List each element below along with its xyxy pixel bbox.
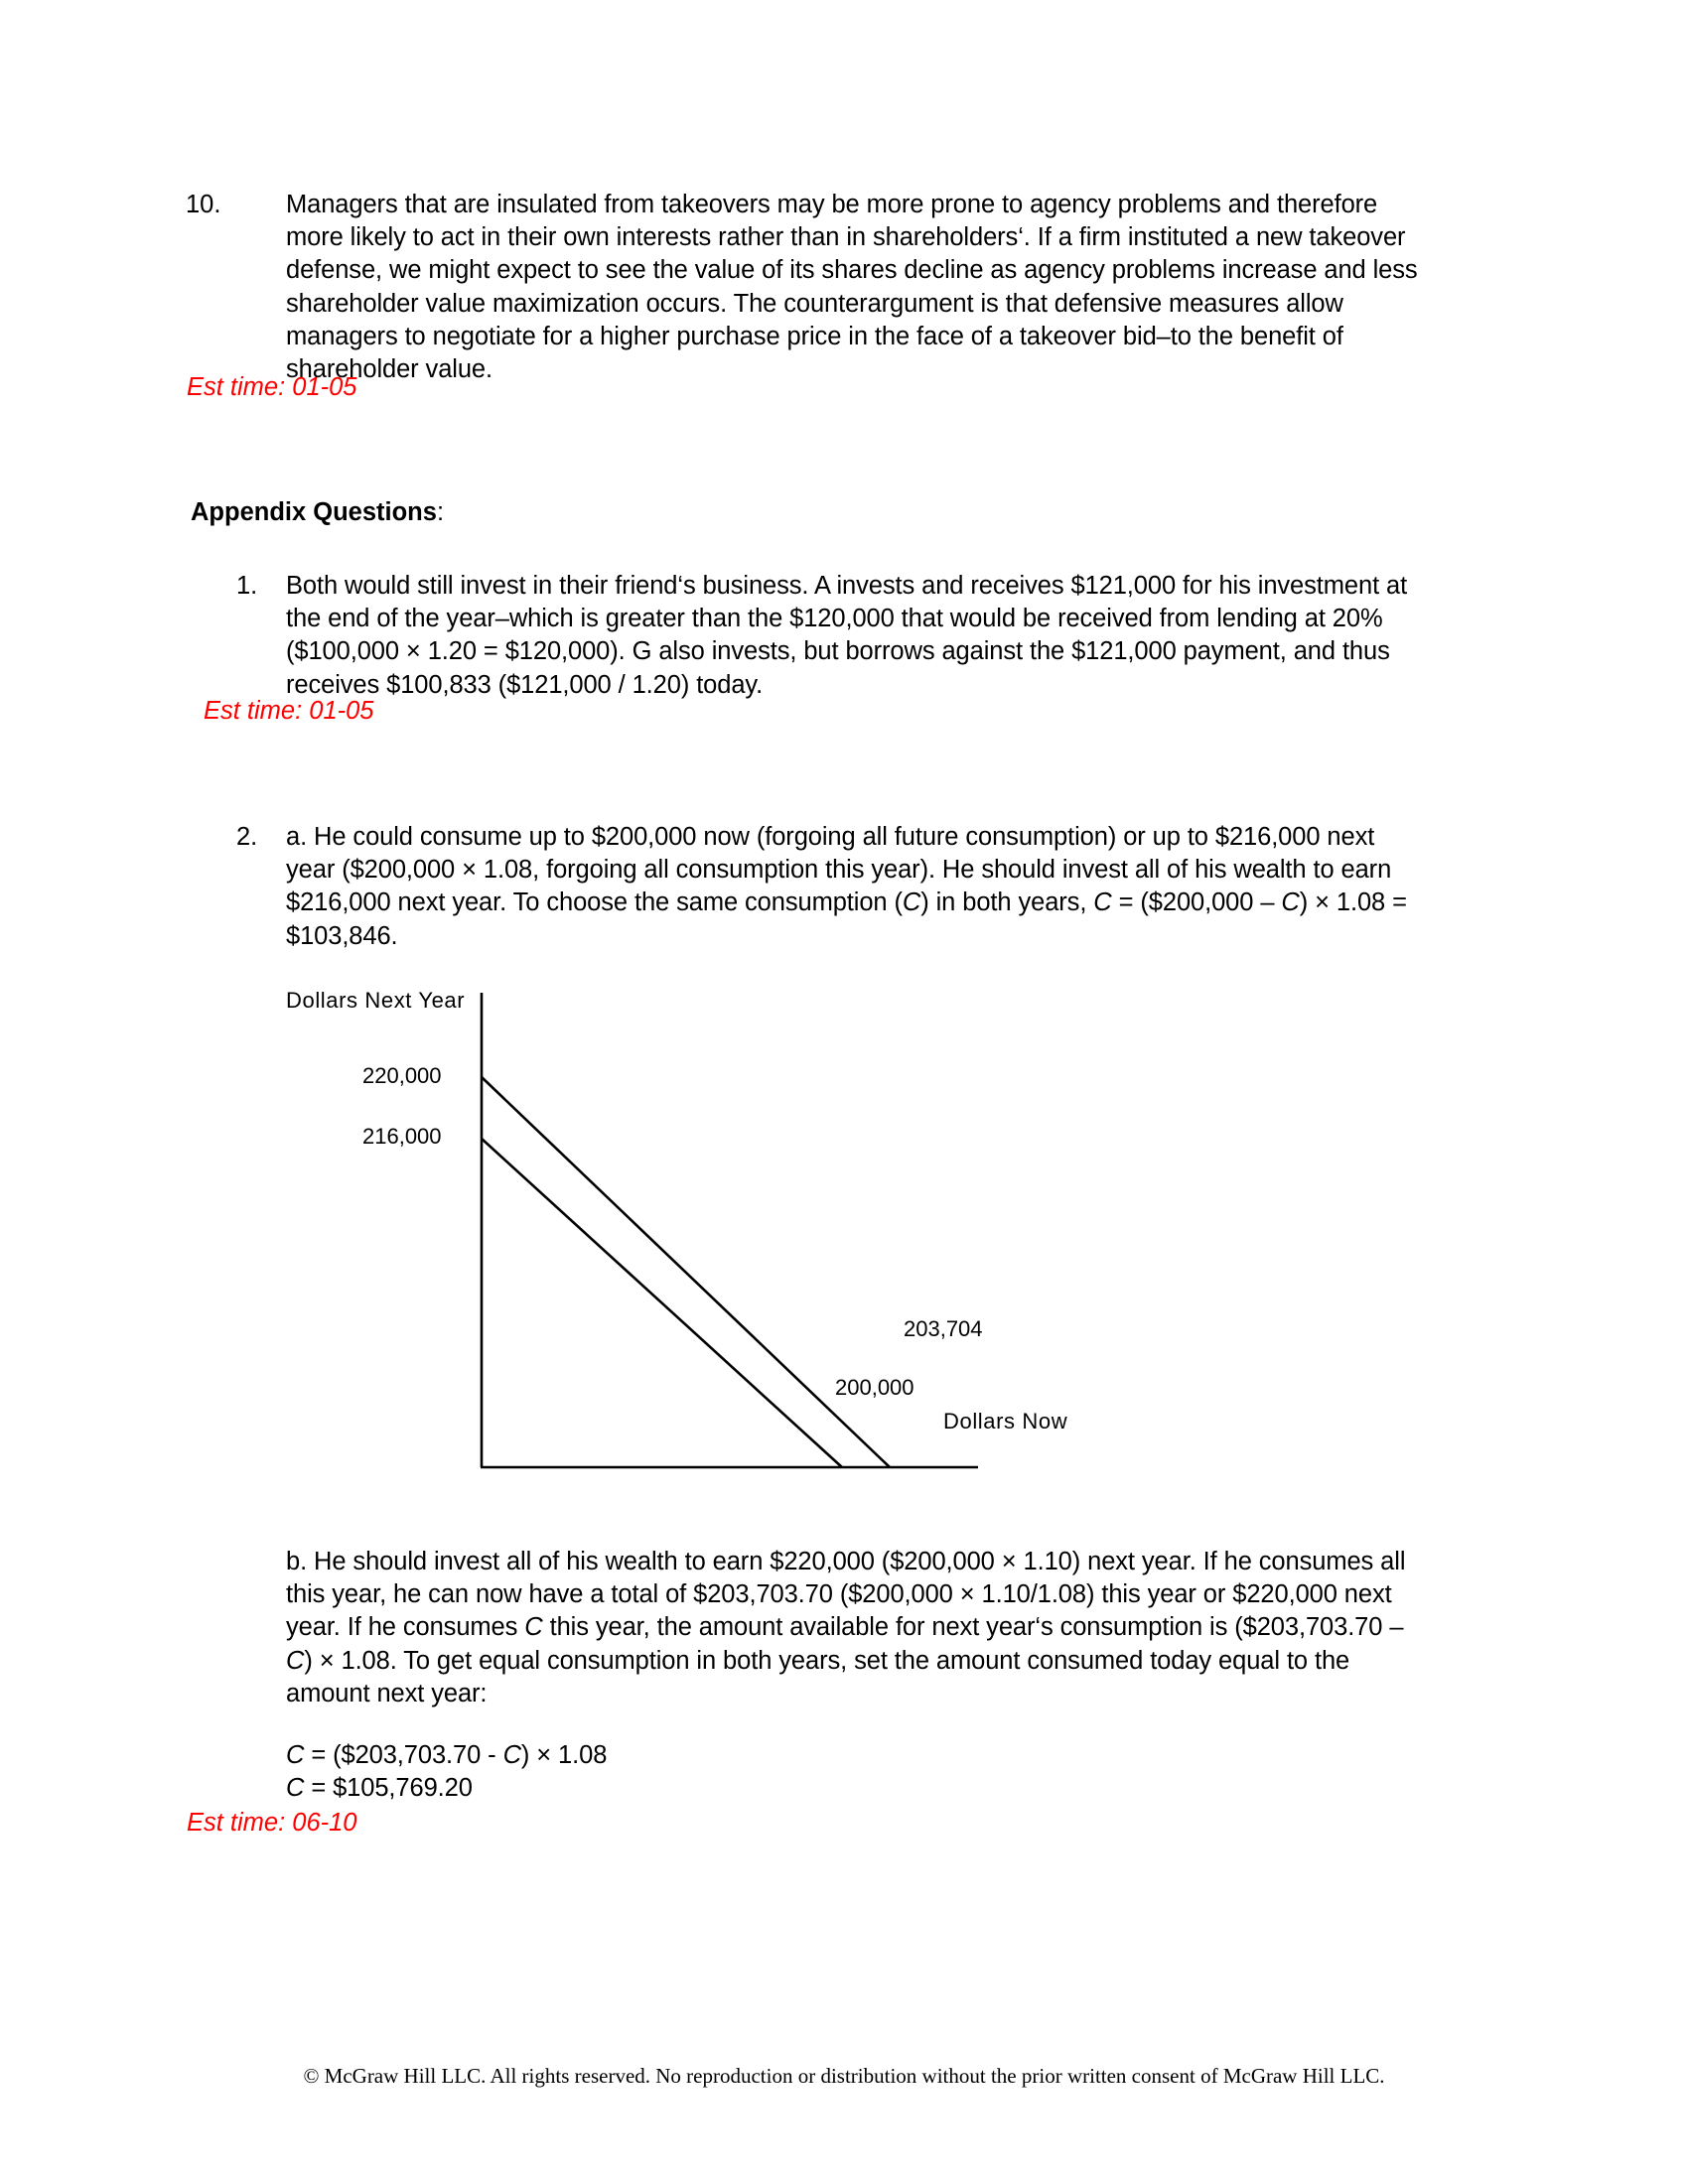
variable-c: C [502,1741,521,1769]
part-b-segment-1: b. He should invest all of his wealth to earn $220,000 ($200,000 × 1.10) next year. If he consumes all this year, he can now have a total of $203,703.70 ($200,000 × 1.10/1.08) this year or $220,000 next year. If he consumes [286,1548,1406,1642]
equation-line-1-part-a: = ($203,703.70 - [304,1741,503,1769]
page-footer-copyright: © McGraw Hill LLC. All rights reserved. No reproduction or distribution without the prior written consent of McGraw Hill LLC. [303,2064,1385,2088]
appendix-heading-label: Appendix Questions [191,498,437,526]
est-time-question-2: Est time: 06-10 [187,1809,357,1837]
variable-c: C [902,888,921,917]
part-a-segment-3: = ($200,000 – [1111,888,1282,917]
variable-c: C [524,1613,543,1642]
chart-x-axis-label: Dollars Now [943,1409,1068,1433]
series-line-10-percent [482,1077,890,1467]
equation-line-1-part-b: ) × 1.08 [520,1741,608,1769]
equation-line-2-rest: = $105,769.20 [304,1774,473,1803]
variable-c: C [286,1741,305,1769]
variable-c: C [286,1774,305,1803]
series-line-8-percent [482,1139,842,1467]
chart-y-tick-216000: 216,000 [362,1124,442,1149]
equation-line-1 [286,1739,981,1772]
appendix-heading-colon: : [436,498,445,526]
appendix-questions-heading [191,496,444,529]
variable-c: C [1093,888,1112,917]
item-number-10: 10. [186,191,221,218]
question-2-part-a-text [286,821,1428,953]
item-number-1: 1. [236,572,258,600]
part-b-segment-3: ) × 1.08. To get equal consumption in both years, set the amount consumed today equal to the amount next year: [286,1646,1350,1707]
chart-y-tick-220000: 220,000 [362,1063,442,1088]
question-1-text: Both would still invest in their friend‘s business. A invests and receives $121,000 for his investment at the end of the year–which is greater than the $120,000 that would be received from lending at 20% ($100,000 × 1.20 = $120,000). G also invests, but borrows against the $121,000 payment, and thus receives $100,833 ($121,000 / 1.20) today. [286,572,1408,699]
chart-y-axis-label: Dollars Next Year [286,988,466,1013]
chart-x-tick-203704: 203,704 [904,1316,983,1341]
part-a-segment-2: ) in both years, [920,888,1094,917]
est-time-question-1: Est time: 01-05 [204,697,374,725]
consumption-opportunity-chart [268,978,1082,1494]
paragraph-10-text: Managers that are insulated from takeovers may be more prone to agency problems and therefore more likely to act in their own interests rather than in shareholders‘. If a firm instituted a new takeover defense, we might expect to see the value of its shares decline as agency problems increase and less shareholder value maximization occurs. The counterargument is that defensive measures allow managers to negotiate for a higher purchase price in the face of a takeover bid–to the benefit of shareholder value. [286,191,1418,384]
question-2-equations [286,1739,981,1805]
variable-c: C [286,1646,305,1675]
equation-line-2 [286,1772,981,1805]
est-time-paragraph-10: Est time: 01-05 [187,373,357,401]
part-a-segment-1: a. He could consume up to $200,000 now (forgoing all future consumption) or up to $216,000 next year ($200,000 × 1.08, forgoing all consumption this year). He should invest all of his wealth to earn $216,000 next year. To choose the same consumption ( [286,823,1392,917]
variable-c: C [1281,888,1300,917]
chart-x-tick-200000: 200,000 [835,1375,914,1400]
part-b-segment-2: this year, the amount available for next year‘s consumption is ($203,703.70 – [542,1613,1404,1642]
item-number-2: 2. [236,823,258,851]
part-a-segment-4: ) × 1.08 = $103,846. [286,888,1407,950]
question-2-part-b-text [286,1546,1428,1710]
